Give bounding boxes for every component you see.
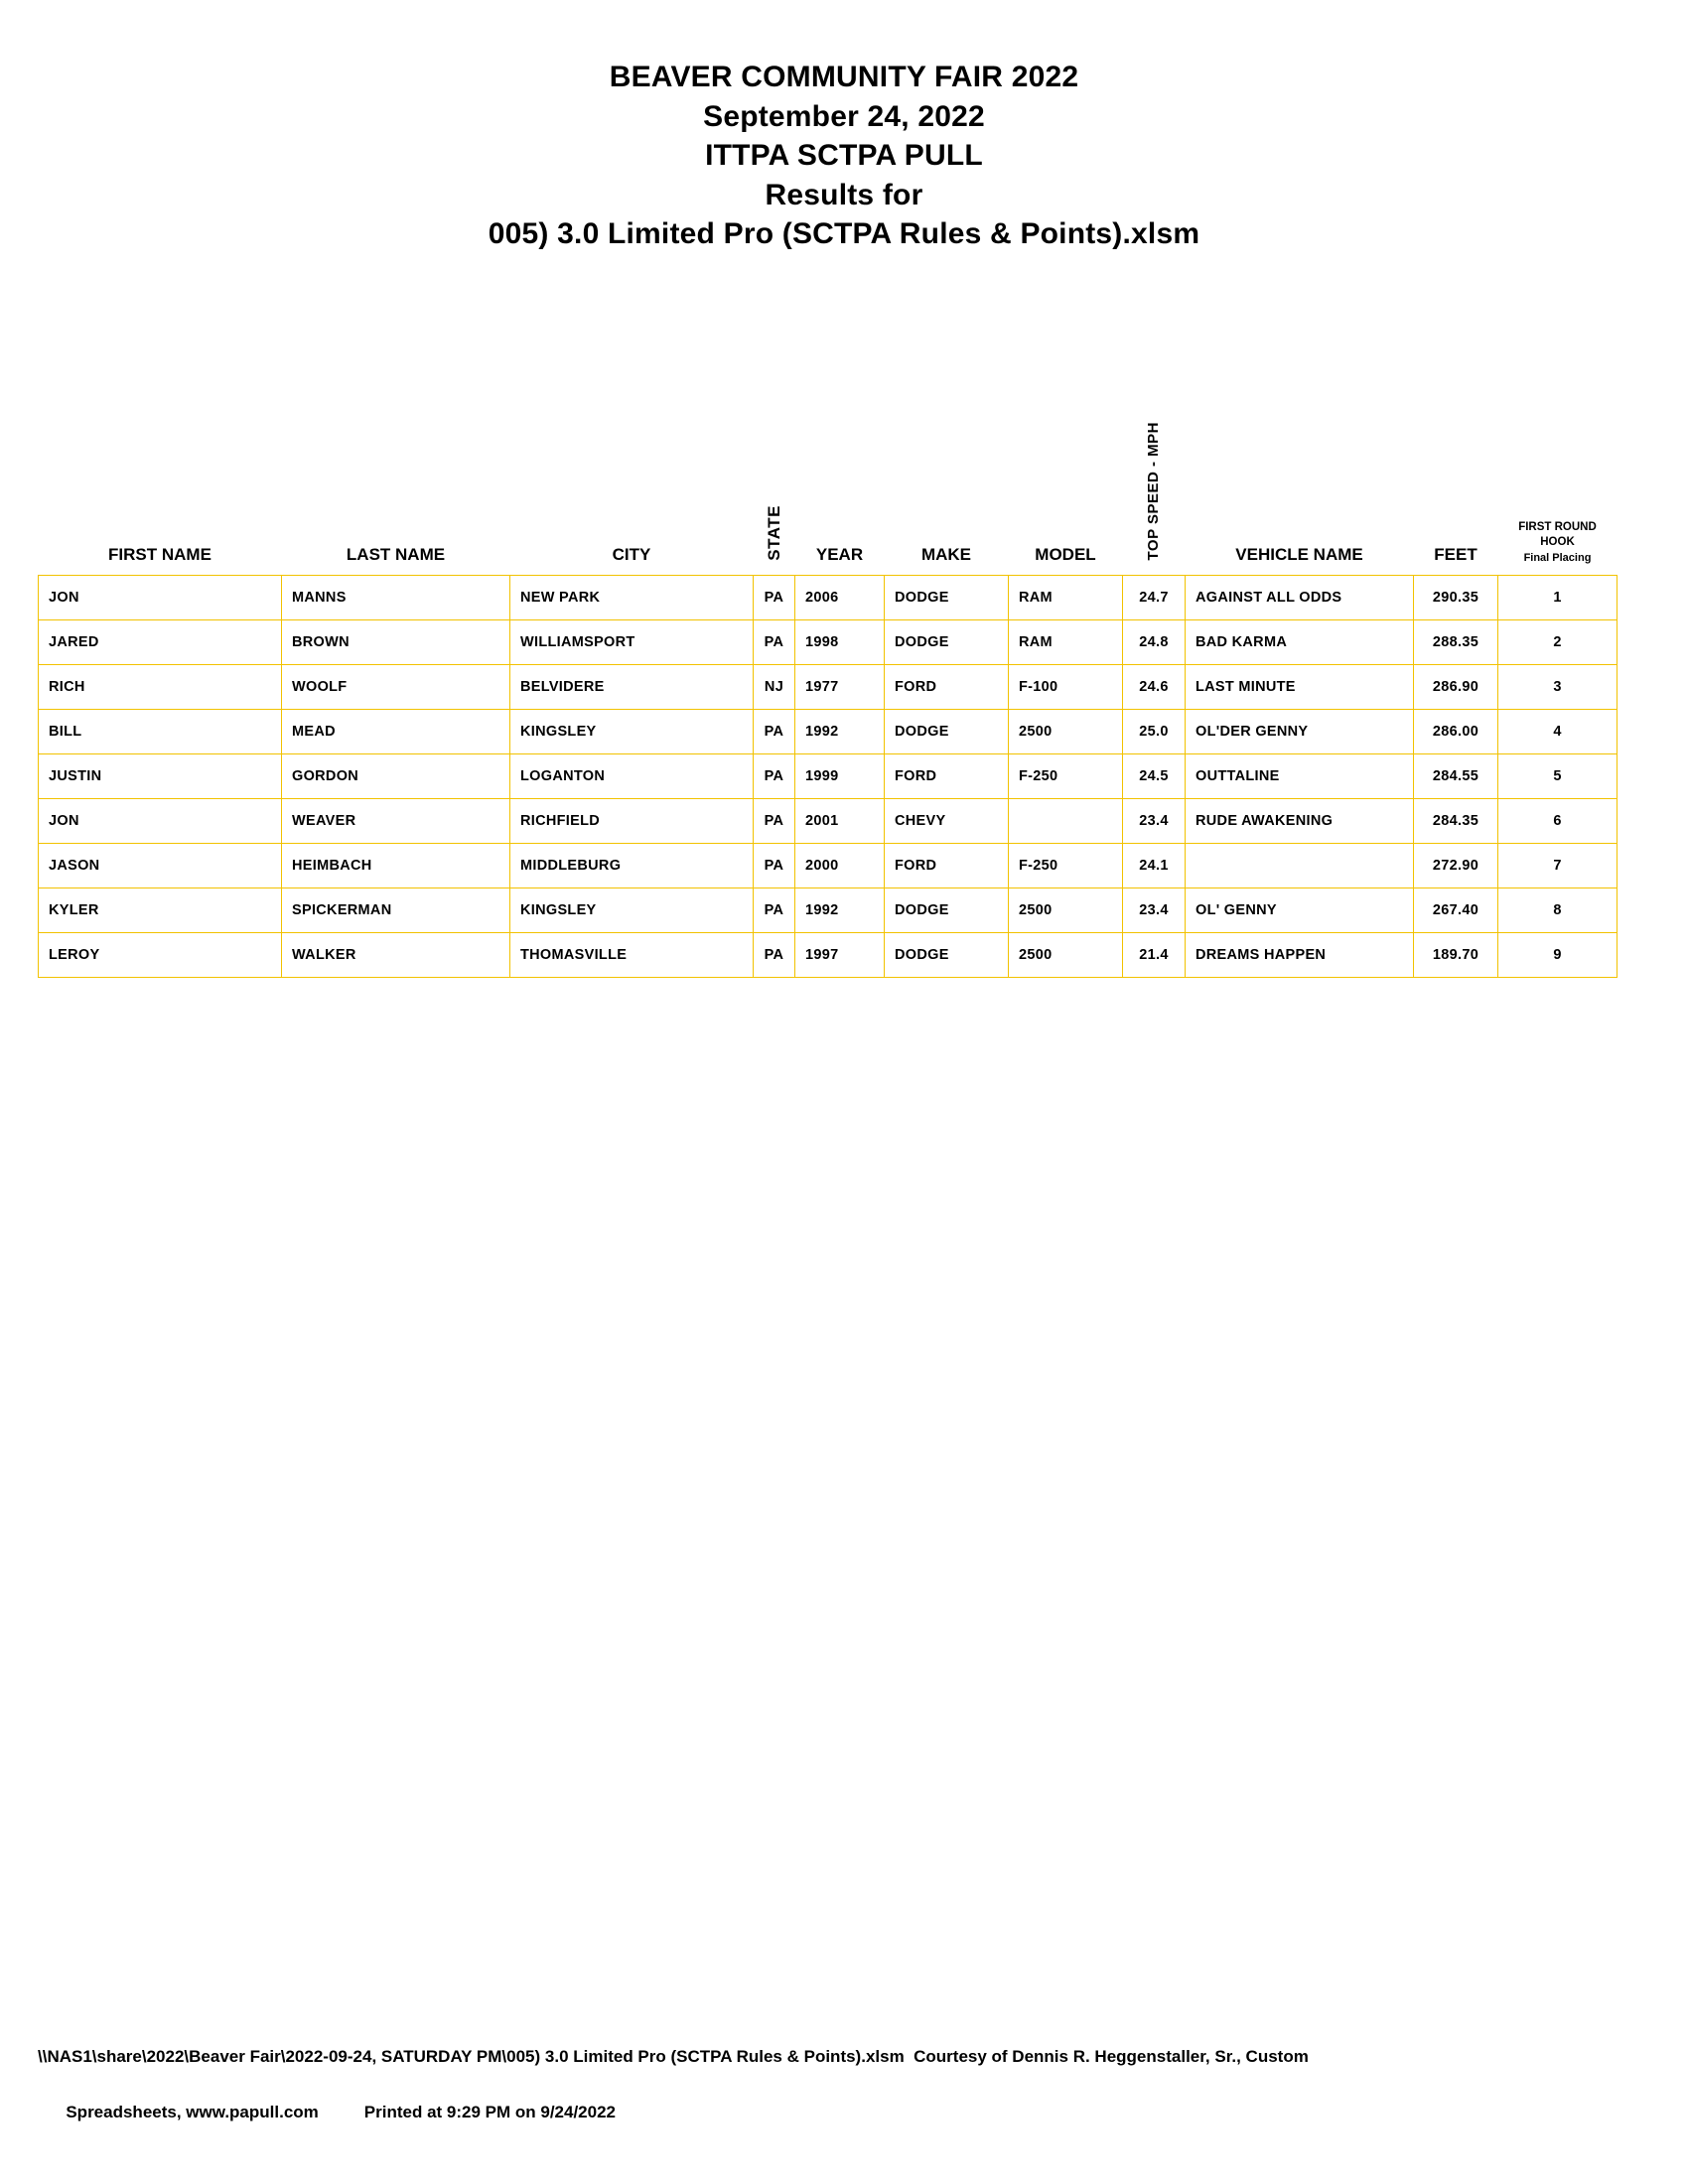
cell-model: RAM (1009, 576, 1123, 620)
cell-city: KINGSLEY (510, 888, 754, 933)
table-row (39, 576, 1618, 620)
cell-city: WILLIAMSPORT (510, 620, 754, 665)
cell-top-speed: 24.7 (1123, 576, 1186, 620)
cell-feet: 290.35 (1414, 576, 1498, 620)
table-row (39, 844, 1618, 888)
cell-make: FORD (885, 754, 1009, 799)
footer-printed-timestamp: Printed at 9:29 PM on 9/24/2022 (363, 2103, 616, 2122)
cell-first-name: LEROY (39, 933, 282, 978)
cell-feet: 272.90 (1414, 844, 1498, 888)
cell-final-placing: 3 (1498, 665, 1618, 710)
column-header-vehicle-name: VEHICLE NAME (1235, 545, 1363, 565)
cell-feet: 286.00 (1414, 710, 1498, 754)
document-footer (38, 2043, 1626, 2154)
cell-year: 1977 (795, 665, 885, 710)
cell-final-placing: 1 (1498, 576, 1618, 620)
cell-city: THOMASVILLE (510, 933, 754, 978)
column-header-year: YEAR (815, 545, 864, 565)
cell-top-speed: 23.4 (1123, 799, 1186, 844)
cell-feet: 267.40 (1414, 888, 1498, 933)
cell-year: 2006 (795, 576, 885, 620)
cell-top-speed: 24.6 (1123, 665, 1186, 710)
header-line-filename: 005) 3.0 Limited Pro (SCTPA Rules & Points).xlsm (488, 217, 1200, 251)
column-header-state (754, 422, 795, 576)
document-header (0, 0, 1688, 254)
column-header-placing-line2: HOOK (1540, 536, 1575, 549)
table-row (39, 665, 1618, 710)
cell-year: 1998 (795, 620, 885, 665)
cell-city: RICHFIELD (510, 799, 754, 844)
cell-last-name: HEIMBACH (282, 844, 510, 888)
cell-final-placing: 4 (1498, 710, 1618, 754)
cell-state: PA (754, 620, 795, 665)
cell-city: MIDDLEBURG (510, 844, 754, 888)
results-table-head (39, 422, 1618, 576)
header-line-event: ITTPA SCTPA PULL (705, 139, 983, 173)
column-header-feet: FEET (1434, 545, 1477, 565)
cell-top-speed: 24.1 (1123, 844, 1186, 888)
cell-state: PA (754, 888, 795, 933)
cell-first-name: JON (39, 799, 282, 844)
cell-final-placing: 2 (1498, 620, 1618, 665)
cell-make: DODGE (885, 710, 1009, 754)
cell-city: LOGANTON (510, 754, 754, 799)
table-row (39, 620, 1618, 665)
cell-final-placing: 6 (1498, 799, 1618, 844)
header-line-fair: BEAVER COMMUNITY FAIR 2022 (609, 61, 1079, 93)
table-row (39, 754, 1618, 799)
column-header-state-label: STATE (764, 504, 783, 561)
cell-model: F-250 (1009, 844, 1123, 888)
cell-top-speed: 24.5 (1123, 754, 1186, 799)
cell-last-name: WOOLF (282, 665, 510, 710)
cell-last-name: WEAVER (282, 799, 510, 844)
cell-make: DODGE (885, 888, 1009, 933)
cell-top-speed: 24.8 (1123, 620, 1186, 665)
cell-vehicle-name: LAST MINUTE (1186, 665, 1414, 710)
header-line-results-for: Results for (765, 178, 923, 211)
column-header-model: MODEL (1035, 545, 1096, 565)
cell-year: 1999 (795, 754, 885, 799)
cell-model (1009, 799, 1123, 844)
cell-year: 1992 (795, 710, 885, 754)
cell-vehicle-name: OUTTALINE (1186, 754, 1414, 799)
cell-top-speed: 23.4 (1123, 888, 1186, 933)
cell-city: KINGSLEY (510, 710, 754, 754)
cell-first-name: KYLER (39, 888, 282, 933)
cell-feet: 288.35 (1414, 620, 1498, 665)
cell-make: DODGE (885, 933, 1009, 978)
cell-year: 2000 (795, 844, 885, 888)
cell-state: PA (754, 933, 795, 978)
cell-year: 1992 (795, 888, 885, 933)
cell-make: DODGE (885, 576, 1009, 620)
cell-first-name: JUSTIN (39, 754, 282, 799)
column-header-make: MAKE (920, 545, 972, 565)
cell-state: PA (754, 799, 795, 844)
header-line-date: September 24, 2022 (703, 99, 985, 133)
cell-vehicle-name: BAD KARMA (1186, 620, 1414, 665)
cell-first-name: JARED (39, 620, 282, 665)
footer-path-credit: \\NAS1\share\2022\Beaver Fair\2022-09-24, SATURDAY PM\005) 3.0 Limited Pro (SCTPA Rules & Points).xlsm Courtesy of Dennis R. Heggenstaller, Sr., Custom (38, 2047, 1309, 2066)
table-row (39, 710, 1618, 754)
results-table-container (38, 422, 1617, 978)
column-header-top-speed-label: TOP SPEED - MPH (1145, 422, 1163, 561)
cell-feet: 286.90 (1414, 665, 1498, 710)
cell-final-placing: 9 (1498, 933, 1618, 978)
cell-year: 1997 (795, 933, 885, 978)
cell-last-name: BROWN (282, 620, 510, 665)
cell-first-name: JON (39, 576, 282, 620)
column-header-last-name: LAST NAME (346, 545, 446, 565)
cell-vehicle-name: RUDE AWAKENING (1186, 799, 1414, 844)
cell-model: 2500 (1009, 888, 1123, 933)
column-header-placing-line1: FIRST ROUND (1518, 520, 1597, 533)
cell-vehicle-name: OL' GENNY (1186, 888, 1414, 933)
column-header-placing-line3: Final Placing (1523, 551, 1592, 564)
cell-model: 2500 (1009, 710, 1123, 754)
cell-vehicle-name: OL'DER GENNY (1186, 710, 1414, 754)
cell-state: PA (754, 710, 795, 754)
cell-model: F-250 (1009, 754, 1123, 799)
cell-final-placing: 7 (1498, 844, 1618, 888)
table-row (39, 888, 1618, 933)
cell-feet: 284.55 (1414, 754, 1498, 799)
cell-vehicle-name (1186, 844, 1414, 888)
column-header-city: CITY (612, 545, 651, 565)
cell-state: PA (754, 754, 795, 799)
table-row (39, 799, 1618, 844)
cell-vehicle-name: DREAMS HAPPEN (1186, 933, 1414, 978)
cell-vehicle-name: AGAINST ALL ODDS (1186, 576, 1414, 620)
cell-model: F-100 (1009, 665, 1123, 710)
cell-model: RAM (1009, 620, 1123, 665)
cell-model: 2500 (1009, 933, 1123, 978)
cell-top-speed: 25.0 (1123, 710, 1186, 754)
cell-last-name: MANNS (282, 576, 510, 620)
cell-city: BELVIDERE (510, 665, 754, 710)
cell-make: FORD (885, 665, 1009, 710)
cell-state: PA (754, 576, 795, 620)
cell-make: DODGE (885, 620, 1009, 665)
column-header-final-placing (1498, 422, 1618, 576)
cell-city: NEW PARK (510, 576, 754, 620)
cell-last-name: GORDON (282, 754, 510, 799)
cell-year: 2001 (795, 799, 885, 844)
cell-final-placing: 8 (1498, 888, 1618, 933)
cell-first-name: BILL (39, 710, 282, 754)
cell-feet: 284.35 (1414, 799, 1498, 844)
cell-top-speed: 21.4 (1123, 933, 1186, 978)
results-table (38, 422, 1618, 978)
cell-final-placing: 5 (1498, 754, 1618, 799)
cell-first-name: JASON (39, 844, 282, 888)
cell-first-name: RICH (39, 665, 282, 710)
column-header-first-name: FIRST NAME (108, 545, 211, 565)
footer-website: Spreadsheets, www.papull.com (66, 2103, 319, 2122)
column-header-top-speed (1123, 422, 1186, 576)
cell-last-name: MEAD (282, 710, 510, 754)
cell-state: PA (754, 844, 795, 888)
cell-make: FORD (885, 844, 1009, 888)
results-table-body (39, 576, 1618, 978)
cell-last-name: WALKER (282, 933, 510, 978)
footer-second-line (38, 2071, 1626, 2154)
cell-state: NJ (754, 665, 795, 710)
cell-make: CHEVY (885, 799, 1009, 844)
table-row (39, 933, 1618, 978)
header-row (39, 422, 1618, 576)
cell-last-name: SPICKERMAN (282, 888, 510, 933)
cell-feet: 189.70 (1414, 933, 1498, 978)
